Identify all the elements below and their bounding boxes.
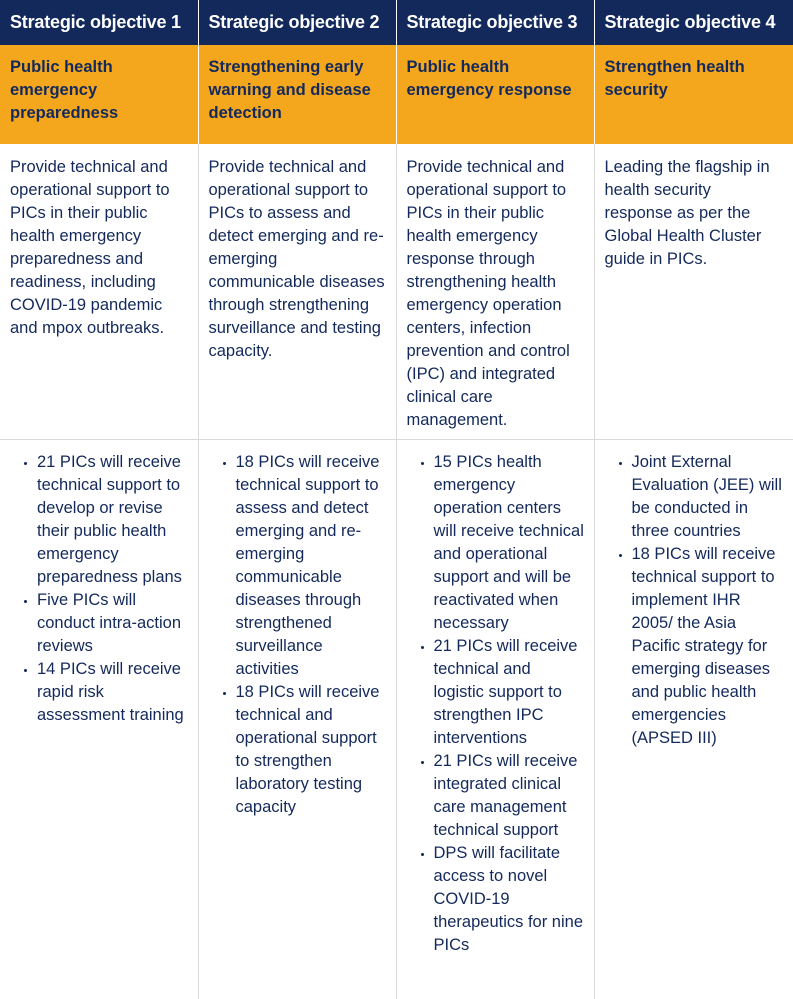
activity-item: • 15 PICs health emergency operation centers will receive technical and operational support and will be reactivated when necessary	[434, 451, 586, 635]
activities-row	[0, 440, 793, 999]
activity-item: • 14 PICs will receive rapid risk assessment training	[37, 658, 190, 727]
objective-1-description: Provide technical and operational support to PICs in their public health emergency preparedness and readiness, including COVID-19 pandemic and mpox outbreaks.	[0, 144, 198, 440]
objective-1-activities	[0, 440, 198, 999]
activity-item: • Joint External Evaluation (JEE) will be conducted in three countries	[632, 451, 786, 543]
objective-header-row	[0, 0, 793, 45]
objective-3-header: Strategic objective 3	[396, 0, 594, 45]
objective-2-header: Strategic objective 2	[198, 0, 396, 45]
objective-3-description: Provide technical and operational support to PICs in their public health emergency response through strengthening health emergency operation centers, infection prevention and control (IPC) and integrated clinical care management.	[396, 144, 594, 440]
activity-item: • 21 PICs will receive integrated clinical care management technical support	[434, 750, 586, 842]
objective-2-theme: Strengthening early warning and disease detection	[198, 45, 396, 144]
objective-2-activities	[198, 440, 396, 999]
objective-4-theme: Strengthen health security	[594, 45, 793, 144]
objective-4-description: Leading the flagship in health security response as per the Global Health Cluster guide in PICs.	[594, 144, 793, 440]
objective-4-activities	[594, 440, 793, 999]
activity-item: • Five PICs will conduct intra-action reviews	[37, 589, 190, 658]
activity-list	[605, 451, 786, 750]
activity-item: • 18 PICs will receive technical and operational support to strengthen laboratory testing capacity	[236, 681, 388, 819]
activity-item: • 18 PICs will receive technical support to assess and detect emerging and re-emerging communicable diseases through strengthened surveillance activities	[236, 451, 388, 681]
objective-4-header: Strategic objective 4	[594, 0, 793, 45]
activity-item: • 18 PICs will receive technical support to implement IHR 2005/ the Asia Pacific strategy for emerging diseases and public health emergencies (APSED III)	[632, 543, 786, 750]
objective-3-activities	[396, 440, 594, 999]
activity-list	[407, 451, 586, 957]
activity-list	[209, 451, 388, 819]
activity-list	[10, 451, 190, 727]
activity-item: • 21 PICs will receive technical and logistic support to strengthen IPC interventions	[434, 635, 586, 750]
theme-row	[0, 45, 793, 144]
description-row	[0, 144, 793, 440]
objective-3-theme: Public health emergency response	[396, 45, 594, 144]
objective-1-header: Strategic objective 1	[0, 0, 198, 45]
activity-item: • DPS will facilitate access to novel COVID-19 therapeutics for nine PICs	[434, 842, 586, 957]
objective-1-theme: Public health emergency preparedness	[0, 45, 198, 144]
objective-2-description: Provide technical and operational support to PICs to assess and detect emerging and re-emerging communicable diseases through strengthening surveillance and testing capacity.	[198, 144, 396, 440]
activity-item: • 21 PICs will receive technical support to develop or revise their public health emergency preparedness plans	[37, 451, 190, 589]
